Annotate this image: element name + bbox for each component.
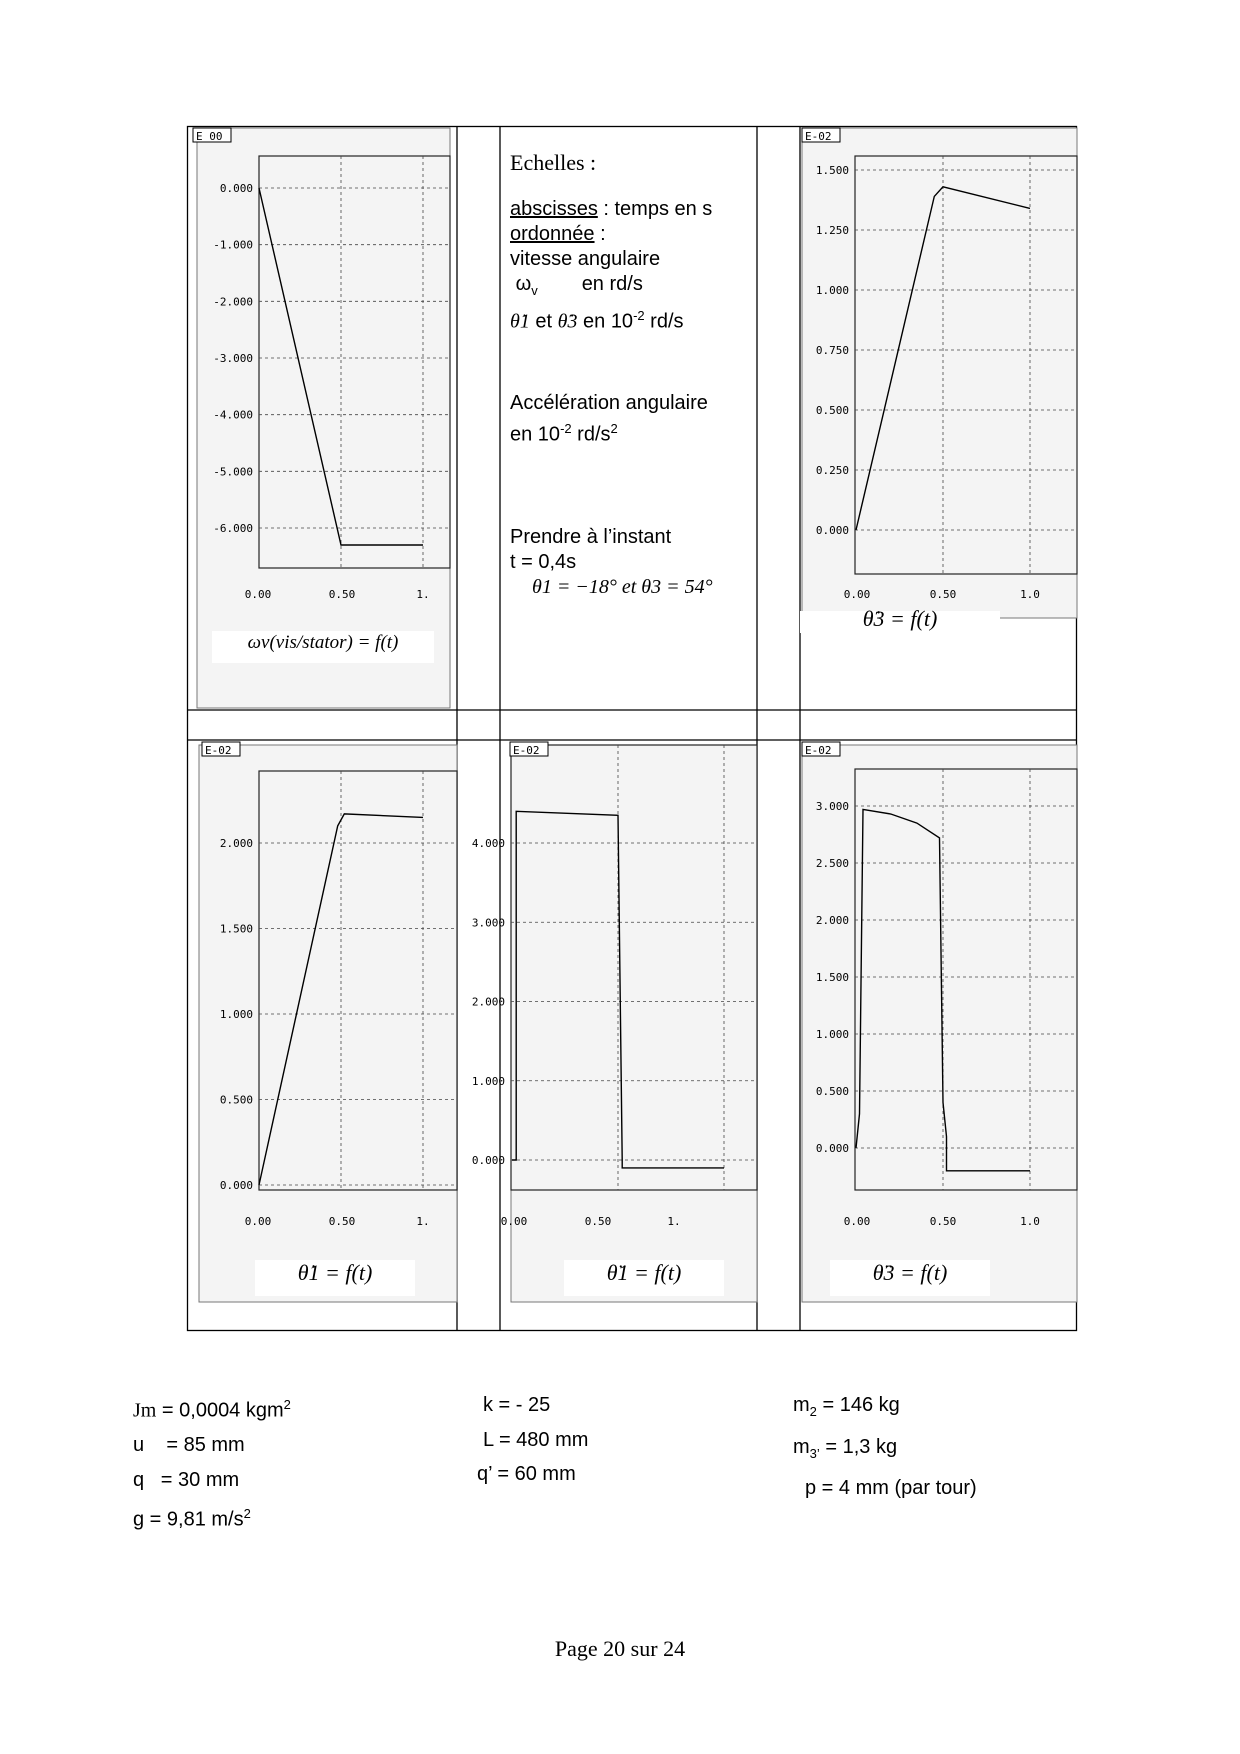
chart-caption: θ̈1 = f(t): [606, 1260, 682, 1285]
param-g-value: g = 9,81 m/s: [133, 1508, 244, 1531]
x-tick-label: 0.00: [244, 588, 272, 601]
param-g: [133, 1497, 291, 1537]
legend-instant-2: t = 0,4s: [510, 551, 577, 574]
legend-omega-symbol: ω: [515, 273, 532, 295]
chart-caption: θ̈3 = f(t): [872, 1260, 948, 1285]
param-m2-val: = 146 kg: [816, 1394, 900, 1416]
param-m3-val: = 1,3 kg: [819, 1435, 898, 1458]
y-tick-label: 0.000: [471, 1154, 505, 1167]
chart-theta3-ddot: [800, 740, 1077, 1331]
plot-window: [511, 745, 757, 1302]
x-tick-label: 0.50: [328, 1215, 356, 1228]
param-m2: [793, 1388, 977, 1430]
chart-theta3-dot: [800, 126, 1077, 710]
legend-ordinate: [510, 222, 750, 247]
param-qprime: q’ = 60 mm: [477, 1463, 576, 1485]
y-tick-label: 0.500: [815, 1085, 849, 1098]
legend-abscissae-label: abscisses: [510, 198, 598, 220]
y-tick-label: 2.500: [815, 857, 849, 870]
chart-caption: θ̇3 = f(t): [862, 606, 938, 631]
x-tick-label: 1.0: [1020, 588, 1040, 601]
x-tick-label: 0.00: [843, 588, 871, 601]
y-tick-label: 0.000: [815, 1142, 849, 1155]
legend-accel-suffix: rd/s: [571, 423, 611, 446]
params-column-1: [133, 1388, 291, 1537]
legend-omega-sub: v: [531, 283, 538, 298]
y-tick-label: 2.000: [219, 837, 253, 850]
page-footer: Page 20 sur 24: [554, 1636, 686, 1661]
param-m2-sub: 2: [809, 1404, 817, 1419]
scales-legend: [510, 150, 750, 600]
legend-unit-prefix: en 10: [577, 310, 634, 333]
legend-accel: Accélération angulaire: [510, 391, 708, 414]
param-g-exp: 2: [243, 1506, 251, 1522]
param-p: p = 4 mm (par tour): [805, 1477, 977, 1499]
y-tick-label: 0.500: [219, 1093, 253, 1107]
legend-velocity: vitesse angulaire: [510, 248, 661, 270]
y-tick-label: 3.000: [815, 800, 849, 813]
y-tick-label: 0.750: [815, 344, 849, 357]
param-jm-exp: 2: [283, 1397, 291, 1412]
legend-unit-exp: -2: [633, 308, 645, 323]
chart-theta1-ddot: [471, 740, 757, 1331]
legend-accel-sq: 2: [610, 420, 618, 436]
legend-omega: [510, 272, 750, 303]
legend-instant-3: θ1 = −18° et θ3 = 54°: [532, 576, 713, 599]
legend-abscissae: [510, 197, 750, 222]
y-tick-label: -1.000: [213, 238, 253, 252]
chart-caption: θ̇1 = f(t): [297, 1260, 373, 1285]
y-tick-label: 0.500: [815, 404, 849, 417]
x-tick-label: 0.00: [843, 1215, 871, 1228]
legend-thetas: [510, 303, 750, 335]
x-tick-label: 0.50: [328, 588, 356, 601]
y-tick-label: 1.000: [219, 1008, 253, 1021]
param-jm-label: Jm: [133, 1399, 157, 1422]
scale-badge: E 00: [196, 130, 223, 143]
legend-unit-suffix: rd/s: [644, 310, 684, 333]
x-tick-label: 0.50: [929, 1215, 957, 1228]
legend-accel-unit: [510, 416, 750, 448]
scale-badge: E-02: [205, 744, 232, 757]
legend-abscissae-text: : temps en s: [597, 198, 713, 220]
chart-theta1-dot: [187, 740, 457, 1331]
x-tick-label: 1.0: [1020, 1215, 1040, 1228]
y-tick-label: 0.250: [815, 464, 849, 477]
param-m3: [793, 1430, 977, 1472]
legend-accel-prefix: en 10: [510, 423, 561, 446]
param-k: k = - 25: [483, 1394, 551, 1416]
legend-instant-1: Prendre à l’instant: [510, 526, 672, 549]
param-m3-pre: m: [793, 1435, 810, 1458]
y-tick-label: 1.000: [815, 1028, 849, 1041]
params-column-2: [477, 1388, 588, 1492]
plot-window: [802, 128, 1077, 618]
y-tick-label: -2.000: [213, 295, 253, 309]
y-tick-label: 1.000: [471, 1074, 505, 1088]
x-tick-label: 1.: [667, 1215, 681, 1228]
y-tick-label: 0.000: [219, 182, 253, 195]
y-tick-label: 4.000: [471, 837, 505, 850]
legend-ordinate-label: ordonnée: [510, 223, 595, 245]
scale-badge: E-02: [513, 744, 540, 757]
param-u: u = 85 mm: [133, 1434, 245, 1457]
legend-theta3: θ̇3: [557, 310, 578, 333]
legend-accel-exp: -2: [560, 420, 572, 436]
y-tick-label: 2.000: [471, 995, 505, 1009]
y-tick-label: 1.500: [815, 971, 849, 984]
x-tick-label: 0.50: [929, 588, 957, 601]
x-tick-label: 1.: [416, 588, 430, 601]
params-column-3: [793, 1388, 977, 1506]
legend-title: Echelles :: [510, 150, 597, 175]
y-tick-label: 1.500: [219, 922, 253, 936]
chart-caption: ωv(vis/stator) = f(t): [247, 632, 399, 653]
y-tick-label: 1.500: [815, 164, 849, 177]
y-tick-label: 1.000: [815, 284, 849, 297]
x-tick-label: 0.00: [500, 1215, 528, 1228]
param-jm-value: = 0,0004 kgm: [156, 1399, 284, 1422]
y-tick-label: 1.250: [815, 224, 849, 237]
chart-omega-v: [187, 126, 457, 710]
scale-badge: E-02: [805, 130, 832, 143]
param-jm: [133, 1388, 291, 1428]
x-tick-label: 1.: [416, 1215, 430, 1228]
y-tick-label: -3.000: [213, 352, 253, 365]
param-m2-pre: m: [793, 1394, 810, 1416]
y-tick-label: 0.000: [815, 524, 849, 537]
legend-ordinate-text: :: [594, 223, 606, 245]
x-tick-label: 0.50: [584, 1215, 612, 1228]
y-tick-label: -4.000: [213, 408, 253, 422]
y-tick-label: 0.000: [219, 1179, 253, 1192]
scale-badge: E-02: [805, 744, 832, 757]
legend-omega-unit: en rd/s: [581, 273, 643, 295]
y-tick-label: 3.000: [471, 916, 505, 930]
param-L: L = 480 mm: [483, 1428, 589, 1451]
x-tick-label: 0.00: [244, 1215, 272, 1228]
y-tick-label: -6.000: [213, 522, 253, 535]
legend-theta1: θ̇1: [510, 310, 530, 333]
y-tick-label: 2.000: [815, 914, 849, 927]
legend-et: et: [529, 310, 558, 333]
param-m3-sub: 3’: [809, 1445, 820, 1461]
y-tick-label: -5.000: [213, 465, 253, 479]
param-q: q = 30 mm: [133, 1468, 240, 1491]
